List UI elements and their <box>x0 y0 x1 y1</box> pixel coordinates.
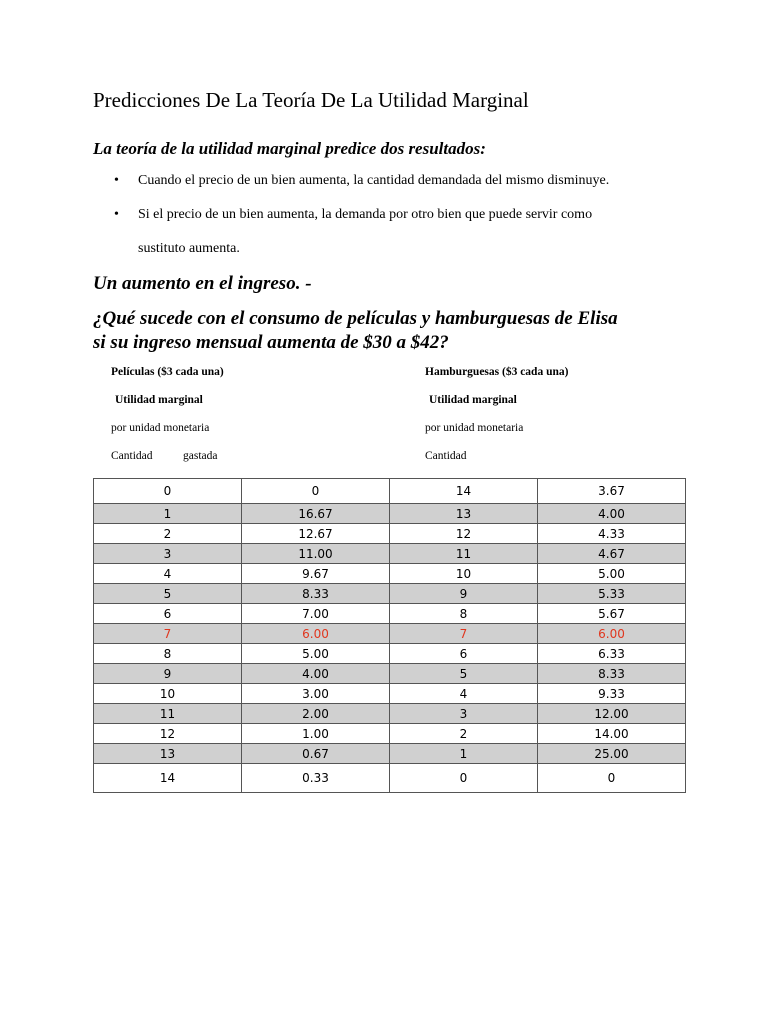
utility-table <box>93 478 686 793</box>
peliculas-utilidad-cell: 12.67 <box>242 524 390 544</box>
hamburguesas-cantidad-cell: 2 <box>390 724 538 744</box>
hamburguesas-cantidad-cell: 6 <box>390 644 538 664</box>
peliculas-utilidad-cell: 1.00 <box>242 724 390 744</box>
peliculas-cantidad-cell: 5 <box>94 584 242 604</box>
peliculas-cantidad-cell: 10 <box>94 684 242 704</box>
peliculas-utilidad-cell: 0 <box>242 479 390 504</box>
table-row <box>94 524 686 544</box>
hamburguesas-utilidad-cell: 5.00 <box>538 564 686 584</box>
peliculas-utilidad-cell: 8.33 <box>242 584 390 604</box>
hamburguesas-utilidad-cell: 0 <box>538 764 686 793</box>
peliculas-cantidad-cell: 7 <box>94 624 242 644</box>
question-line-2: si su ingreso mensual aumenta de $30 a $42? <box>93 332 449 353</box>
hamburguesas-utilidad-cell: 9.33 <box>538 684 686 704</box>
peliculas-utilidad-cell: 4.00 <box>242 664 390 684</box>
peliculas-utilidad-cell: 0.67 <box>242 744 390 764</box>
hamburguesas-utilidad-cell: 4.00 <box>538 504 686 524</box>
hamburguesas-header: Hamburguesas ($3 cada una) <box>425 366 569 378</box>
hamburguesas-utilidad-cell: 6.00 <box>538 624 686 644</box>
peliculas-cantidad: Cantidad <box>111 450 153 462</box>
peliculas-cantidad-cell: 8 <box>94 644 242 664</box>
table-row <box>94 544 686 564</box>
table-row <box>94 704 686 724</box>
peliculas-cantidad-cell: 11 <box>94 704 242 724</box>
peliculas-cantidad-cell: 6 <box>94 604 242 624</box>
peliculas-cantidad-cell: 9 <box>94 664 242 684</box>
hamburguesas-cantidad: Cantidad <box>425 450 467 462</box>
peliculas-utilidad-cell: 16.67 <box>242 504 390 524</box>
table-row <box>94 504 686 524</box>
peliculas-por-unidad: por unidad monetaria <box>111 422 210 434</box>
hamburguesas-utilidad-cell: 4.67 <box>538 544 686 564</box>
hamburguesas-cantidad-cell: 0 <box>390 764 538 793</box>
peliculas-cantidad-cell: 3 <box>94 544 242 564</box>
peliculas-header: Películas ($3 cada una) <box>111 366 224 378</box>
table-row <box>94 584 686 604</box>
hamburguesas-cantidad-cell: 5 <box>390 664 538 684</box>
table-row <box>94 684 686 704</box>
peliculas-utilidad-cell: 7.00 <box>242 604 390 624</box>
hamburguesas-utilidad-cell: 5.67 <box>538 604 686 624</box>
table-row <box>94 479 686 504</box>
peliculas-gastada: gastada <box>183 450 218 462</box>
hamburguesas-cantidad-cell: 7 <box>390 624 538 644</box>
hamburguesas-cantidad-cell: 13 <box>390 504 538 524</box>
subtitle: La teoría de la utilidad marginal predice dos resultados: <box>93 139 486 158</box>
peliculas-utilidad-cell: 9.67 <box>242 564 390 584</box>
peliculas-utilidad-cell: 5.00 <box>242 644 390 664</box>
hamburguesas-utilidad-cell: 8.33 <box>538 664 686 684</box>
bullet-dot: • <box>114 207 119 222</box>
hamburguesas-utilidad: Utilidad marginal <box>429 394 517 406</box>
peliculas-cantidad-cell: 12 <box>94 724 242 744</box>
hamburguesas-cantidad-cell: 9 <box>390 584 538 604</box>
peliculas-cantidad-cell: 14 <box>94 764 242 793</box>
bullet-dot: • <box>114 173 119 188</box>
table-row <box>94 564 686 584</box>
hamburguesas-utilidad-cell: 3.67 <box>538 479 686 504</box>
hamburguesas-utilidad-cell: 25.00 <box>538 744 686 764</box>
bullet-text-2-cont: sustituto aumenta. <box>138 241 240 256</box>
hamburguesas-cantidad-cell: 12 <box>390 524 538 544</box>
table-row <box>94 624 686 644</box>
table-row <box>94 724 686 744</box>
hamburguesas-utilidad-cell: 12.00 <box>538 704 686 724</box>
peliculas-cantidad-cell: 4 <box>94 564 242 584</box>
table-row <box>94 644 686 664</box>
hamburguesas-utilidad-cell: 5.33 <box>538 584 686 604</box>
page-title: Predicciones De La Teoría De La Utilidad Marginal <box>93 88 529 112</box>
peliculas-utilidad-cell: 3.00 <box>242 684 390 704</box>
peliculas-utilidad-cell: 0.33 <box>242 764 390 793</box>
hamburguesas-utilidad-cell: 4.33 <box>538 524 686 544</box>
table-row <box>94 744 686 764</box>
hamburguesas-cantidad-cell: 8 <box>390 604 538 624</box>
peliculas-cantidad-cell: 2 <box>94 524 242 544</box>
peliculas-utilidad-cell: 11.00 <box>242 544 390 564</box>
table-row <box>94 664 686 684</box>
peliculas-cantidad-cell: 1 <box>94 504 242 524</box>
hamburguesas-por-unidad: por unidad monetaria <box>425 422 524 434</box>
hamburguesas-cantidad-cell: 1 <box>390 744 538 764</box>
bullet-text-2: Si el precio de un bien aumenta, la demanda por otro bien que puede servir como <box>138 207 593 222</box>
peliculas-utilidad-cell: 2.00 <box>242 704 390 724</box>
peliculas-cantidad-cell: 13 <box>94 744 242 764</box>
table-row <box>94 604 686 624</box>
hamburguesas-cantidad-cell: 11 <box>390 544 538 564</box>
hamburguesas-utilidad-cell: 6.33 <box>538 644 686 664</box>
section-heading: Un aumento en el ingreso. - <box>93 273 312 294</box>
hamburguesas-cantidad-cell: 4 <box>390 684 538 704</box>
peliculas-cantidad-cell: 0 <box>94 479 242 504</box>
bullet-text-1: Cuando el precio de un bien aumenta, la cantidad demandada del mismo disminuye. <box>138 173 610 188</box>
hamburguesas-cantidad-cell: 3 <box>390 704 538 724</box>
table-row <box>94 764 686 793</box>
peliculas-utilidad-cell: 6.00 <box>242 624 390 644</box>
hamburguesas-utilidad-cell: 14.00 <box>538 724 686 744</box>
hamburguesas-cantidad-cell: 14 <box>390 479 538 504</box>
hamburguesas-cantidad-cell: 10 <box>390 564 538 584</box>
peliculas-utilidad: Utilidad marginal <box>115 394 203 406</box>
question-line-1: ¿Qué sucede con el consumo de películas y hamburguesas de Elisa <box>93 308 618 329</box>
